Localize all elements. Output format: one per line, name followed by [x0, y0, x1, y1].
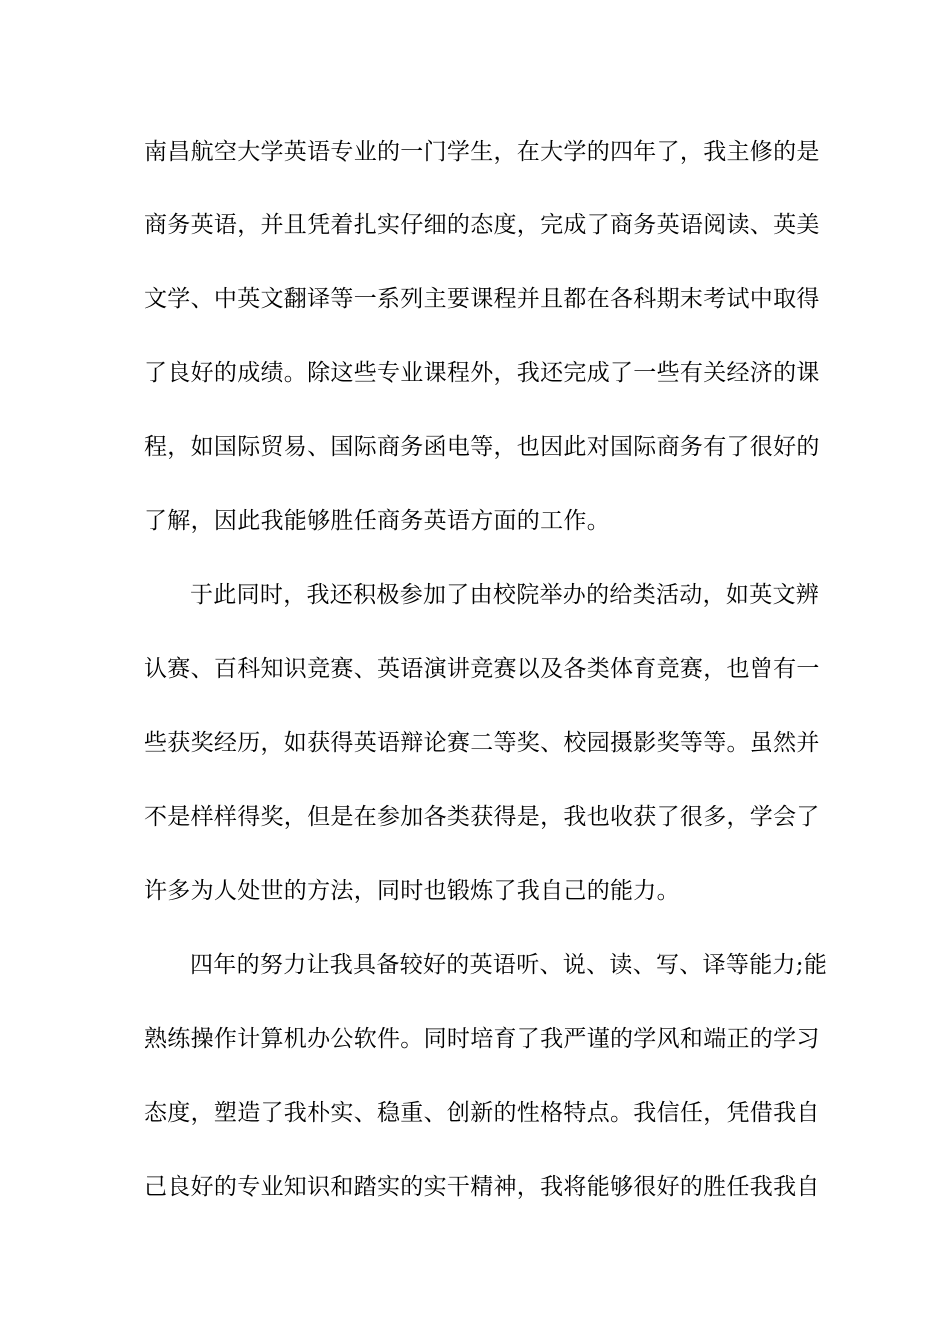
paragraph-2-line-5: 许多为人处世的方法，同时也锻炼了我自己的能力。: [144, 878, 680, 904]
paragraph-3-line-2: 熟练操作计算机办公软件。同时培育了我严谨的学风和端正的学习: [144, 1026, 820, 1052]
paragraph-1-line-5: 程，如国际贸易、国际商务函电等，也因此对国际商务有了很好的: [144, 434, 820, 460]
paragraph-2-line-2: 认赛、百科知识竞赛、英语演讲竞赛以及各类体育竞赛，也曾有一: [144, 656, 820, 682]
paragraph-1-line-6: 了解，因此我能够胜任商务英语方面的工作。: [144, 508, 610, 534]
paragraph-1-line-2: 商务英语，并且凭着扎实仔细的态度，完成了商务英语阅读、英美: [144, 212, 820, 238]
paragraph-2-line-1: 于此同时，我还积极参加了由校院举办的给类活动，如英文辨: [190, 582, 820, 608]
paragraph-1-line-4: 了良好的成绩。除这些专业课程外，我还完成了一些有关经济的课: [144, 360, 820, 386]
paragraph-3-line-3: 态度，塑造了我朴实、稳重、创新的性格特点。我信任，凭借我自: [144, 1100, 820, 1126]
paragraph-2-line-3: 些获奖经历，如获得英语辩论赛二等奖、校园摄影奖等等。虽然并: [144, 730, 820, 756]
paragraph-1-line-3: 文学、中英文翻译等一系列主要课程并且都在各科期末考试中取得: [144, 286, 820, 312]
paragraph-2-line-4: 不是样样得奖，但是在参加各类获得是，我也收获了很多，学会了: [144, 804, 820, 830]
paragraph-1-line-1: 南昌航空大学英语专业的一门学生，在大学的四年了，我主修的是: [144, 139, 820, 165]
paragraph-3-line-1: 四年的努力让我具备较好的英语听、说、读、写、译等能力;能: [190, 952, 828, 978]
paragraph-3-line-4: 己良好的专业知识和踏实的实干精神，我将能够很好的胜任我我自: [144, 1174, 820, 1200]
